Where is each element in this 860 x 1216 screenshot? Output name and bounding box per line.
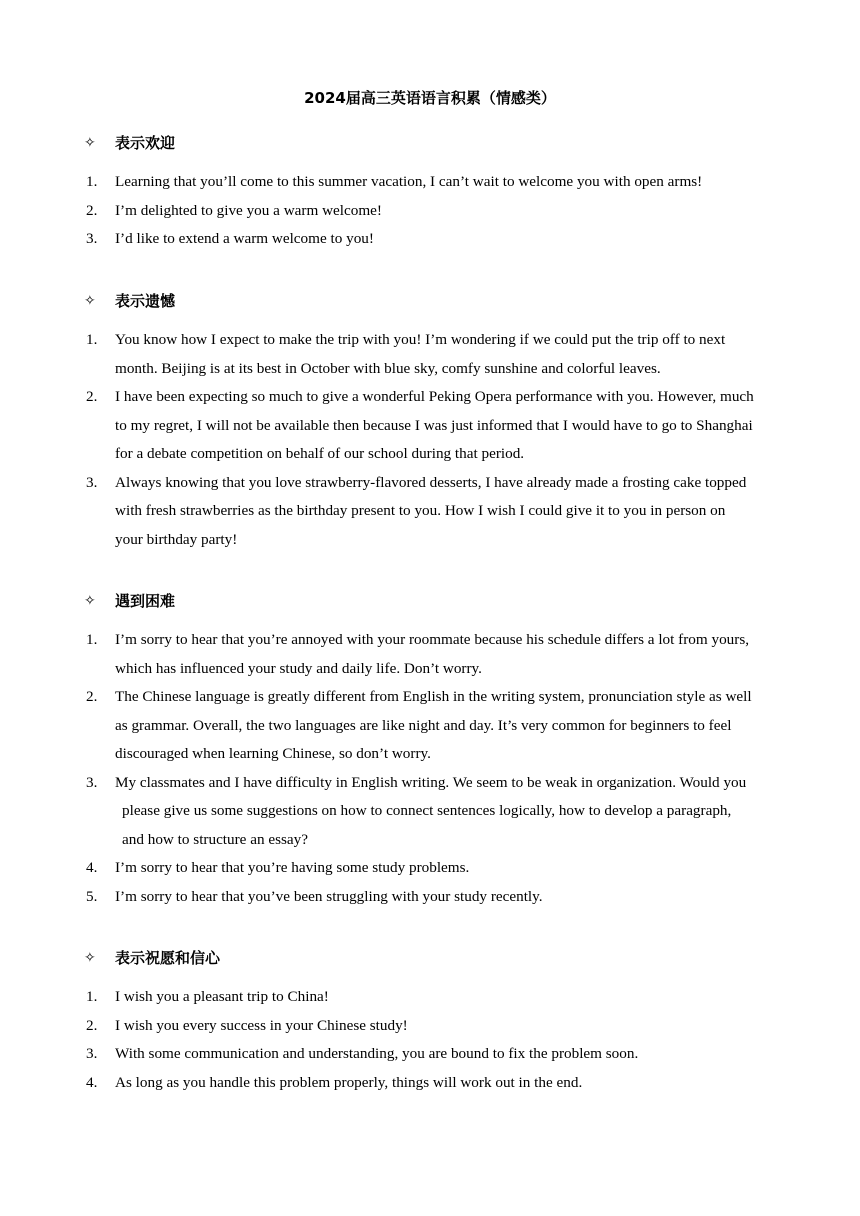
- sentence-list: [0, 326, 860, 554]
- list-item: [0, 683, 755, 769]
- sentence-list: [0, 168, 860, 254]
- item-number: 2.: [86, 1016, 98, 1034]
- item-text: I wish you every success in your Chinese study!: [115, 1016, 408, 1034]
- list-item: [0, 168, 755, 197]
- item-number: 2.: [86, 388, 98, 405]
- sparkle-bullet-icon: ✧: [84, 135, 96, 151]
- list-item: [0, 326, 755, 383]
- item-text: I’d like to extend a warm welcome to you!: [115, 230, 374, 247]
- list-item: [0, 383, 755, 469]
- section-heading: [0, 947, 860, 969]
- sparkle-bullet-icon: ✧: [84, 950, 96, 966]
- section-heading: [0, 132, 860, 154]
- list-item: [0, 854, 755, 883]
- item-number: 3.: [86, 773, 98, 791]
- list-item: [0, 883, 755, 912]
- section-wishes-confidence: [0, 947, 860, 1097]
- item-number: 4.: [86, 1073, 98, 1091]
- list-item: [0, 225, 755, 254]
- section-heading: [0, 290, 860, 312]
- sentence-list: [0, 626, 860, 911]
- item-text: I’m delighted to give you a warm welcome!: [115, 201, 382, 219]
- item-text: My classmates and I have difficulty in English writing. We seem to be weak in organization. Would you please give us some suggestions on how to connect sentences logically, how to develop a paragraph, and how to structure an essay?: [115, 773, 747, 848]
- item-number: 2.: [86, 688, 98, 705]
- item-text: The Chinese language is greatly different from English in the writing system, pronunciation style as well as grammar. Overall, the two languages are like night and day. It’s very common for beginners to feel discouraged when learning Chinese, so don’t worry.: [115, 688, 752, 762]
- sparkle-bullet-icon: ✧: [84, 593, 96, 609]
- section-difficulties: [0, 590, 860, 911]
- item-number: 5.: [86, 887, 98, 905]
- sparkle-bullet-icon: ✧: [84, 293, 96, 309]
- item-number: 4.: [86, 859, 98, 876]
- list-item: [0, 197, 755, 226]
- document-title: 2024届高三英语语言积累（情感类）: [304, 89, 556, 107]
- item-text: I wish you a pleasant trip to China!: [115, 988, 329, 1005]
- item-text: I’m sorry to hear that you’re having some study problems.: [115, 859, 470, 876]
- item-number: 3.: [86, 230, 98, 247]
- item-text: I’m sorry to hear that you’re annoyed with your roommate because his schedule differs a lot from yours, which has influenced your study and daily life. Don’t worry.: [115, 631, 750, 677]
- item-text: As long as you handle this problem properly, things will work out in the end.: [115, 1073, 583, 1091]
- item-number: 1.: [86, 331, 98, 348]
- list-item: [0, 1012, 755, 1041]
- list-item: [0, 626, 755, 683]
- list-item: [0, 1040, 755, 1069]
- section-heading-text: 表示祝愿和信心: [115, 949, 221, 967]
- section-heading: [0, 590, 860, 612]
- item-text: I’m sorry to hear that you’ve been struggling with your study recently.: [115, 887, 543, 905]
- list-item: [0, 469, 755, 555]
- sentence-list: [0, 983, 860, 1097]
- item-number: 3.: [86, 473, 98, 491]
- list-item: [0, 1069, 755, 1098]
- section-regret: [0, 290, 860, 554]
- item-text: Always knowing that you love strawberry-flavored desserts, I have already made a frosting cake topped with fresh strawberries as the birthday present to you. How I wish I could give it to you in person on your birthday party!: [115, 473, 747, 548]
- section-heading-text: 遇到困难: [115, 592, 176, 610]
- item-text: Learning that you’ll come to this summer vacation, I can’t wait to welcome you with open arms!: [115, 173, 703, 190]
- section-heading-text: 表示欢迎: [115, 134, 176, 152]
- item-number: 3.: [86, 1045, 98, 1062]
- item-number: 1.: [86, 988, 98, 1005]
- item-text: With some communication and understanding, you are bound to fix the problem soon.: [115, 1045, 639, 1062]
- item-number: 1.: [86, 173, 98, 190]
- item-text: I have been expecting so much to give a wonderful Peking Opera performance with you. However, much to my regret, I will not be available then because I was just informed that I would have to go to Shanghai for a debate competition on behalf of our school during that period.: [115, 388, 754, 462]
- section-heading-text: 表示遗憾: [115, 292, 176, 310]
- item-text: You know how I expect to make the trip with you! I’m wondering if we could put the trip off to next month. Beijing is at its best in October with blue sky, comfy sunshine and colorful leaves.: [115, 331, 726, 377]
- section-welcome: [0, 132, 860, 254]
- item-number: 1.: [86, 631, 98, 648]
- list-item: [0, 769, 755, 855]
- item-number: 2.: [86, 201, 98, 219]
- list-item: [0, 983, 755, 1012]
